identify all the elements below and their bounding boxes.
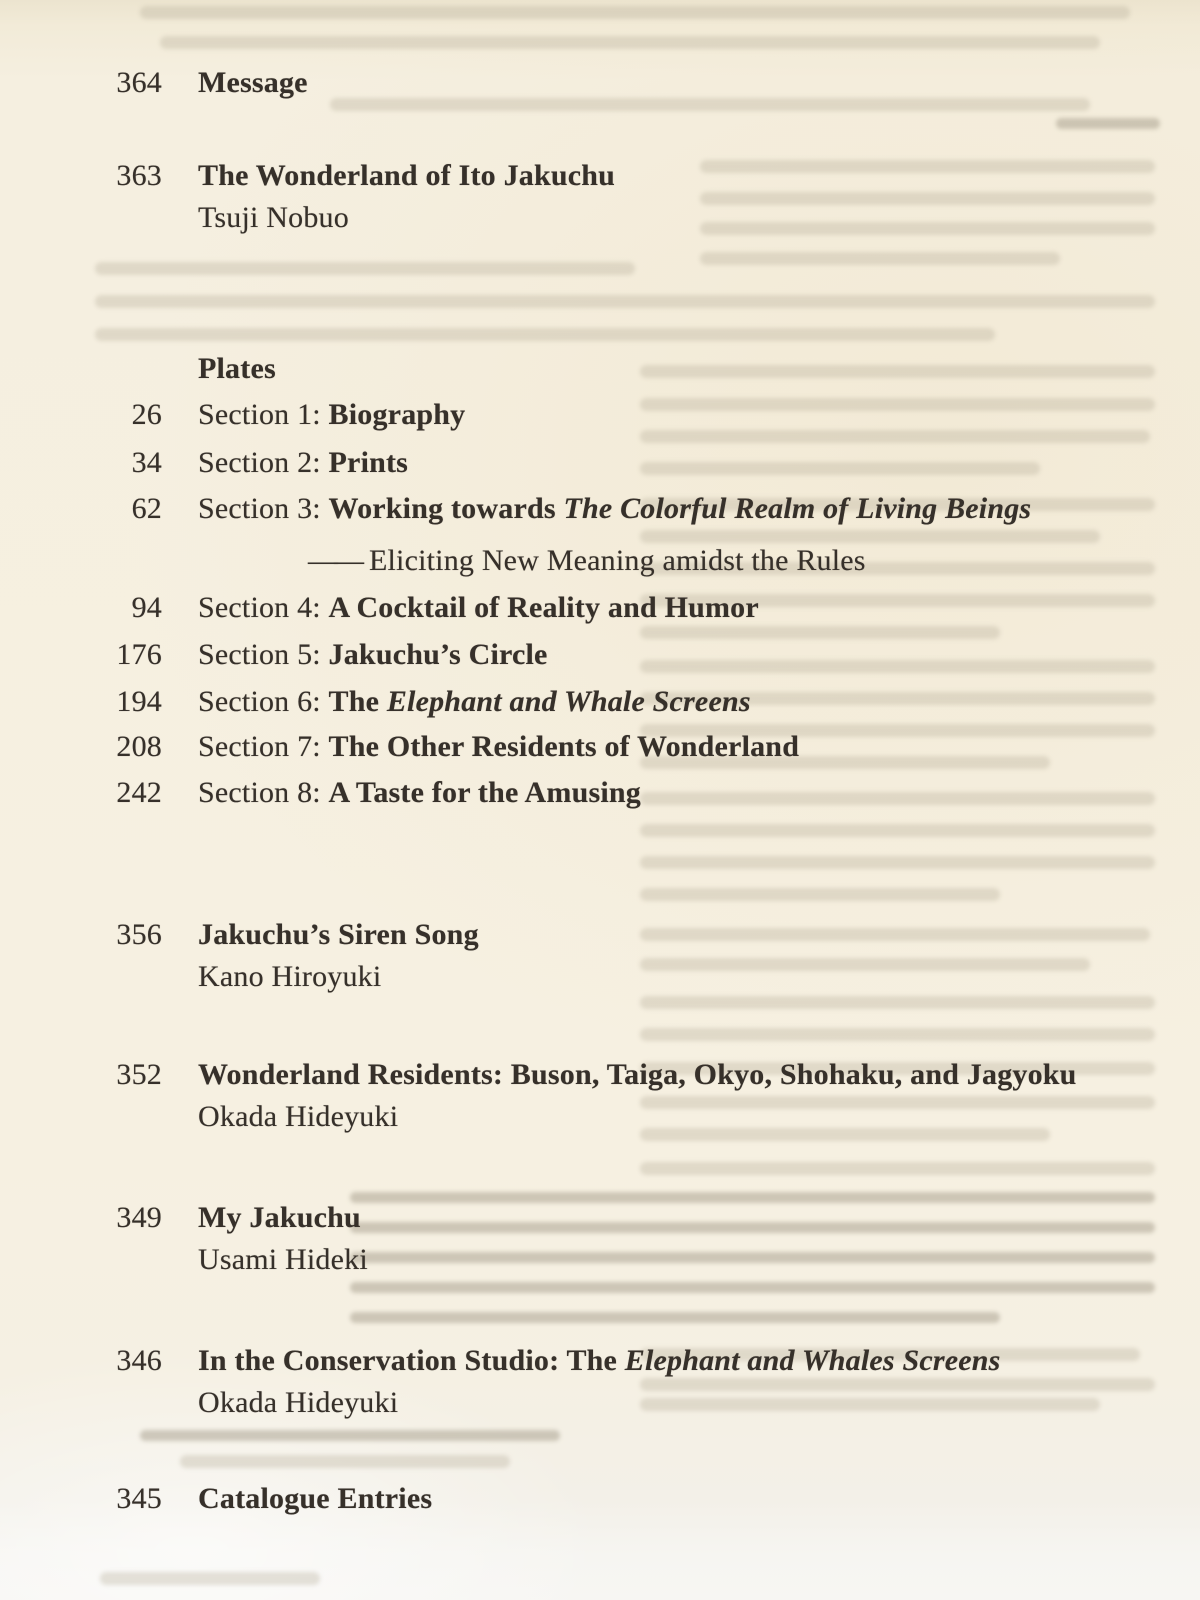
toc-title-segment: Section 6: — [198, 685, 329, 718]
toc-entry — [0, 442, 1200, 484]
toc-entry — [0, 488, 1200, 530]
toc-title-segment: In the Conservation Studio: The — [198, 1344, 625, 1377]
toc-title — [198, 1340, 1200, 1382]
toc-title-segment: The — [328, 685, 387, 718]
toc-title — [198, 394, 1200, 436]
toc-title-segment: A Taste for the Amusing — [328, 776, 641, 809]
toc-page-number: 242 — [116, 776, 162, 809]
toc-title-segment: —— — [308, 544, 360, 577]
toc-title — [198, 1197, 1200, 1239]
toc-entry — [0, 394, 1200, 436]
toc-title — [198, 1054, 1200, 1096]
toc-title-segment: My Jakuchu — [198, 1201, 361, 1234]
toc-title-segment: Section 2: — [198, 446, 329, 479]
toc-title — [198, 634, 1200, 676]
toc-title — [198, 155, 1200, 197]
toc-title-segment: A Cocktail of Reality and Humor — [328, 591, 759, 624]
toc-title-segment: Catalogue Entries — [198, 1482, 433, 1515]
toc-page-number: 208 — [116, 730, 162, 763]
toc-page-number: 346 — [116, 1344, 162, 1377]
toc-title — [198, 914, 1200, 956]
toc-entry — [0, 1054, 1200, 1138]
toc-entry — [0, 726, 1200, 768]
toc-title — [198, 348, 1200, 390]
toc-title-segment: The Wonderland of Ito Jakuchu — [198, 159, 616, 192]
toc-title-segment: Prints — [328, 446, 409, 479]
toc-page-number: 26 — [131, 398, 162, 431]
toc-title-segment: Section 1: — [198, 398, 329, 431]
toc-entry — [0, 1340, 1200, 1424]
toc-entry-continuation — [0, 540, 1200, 582]
toc-page-number: 364 — [116, 66, 162, 99]
toc-title-segment: Section 8: — [198, 776, 329, 809]
toc-title-segment: Message — [198, 66, 308, 99]
toc-entry — [0, 1197, 1200, 1281]
toc-title — [198, 587, 1200, 629]
toc-title — [198, 1478, 1200, 1520]
toc-title — [198, 442, 1200, 484]
toc-author: Kano Hiroyuki — [198, 960, 382, 993]
toc-entry — [0, 587, 1200, 629]
toc-page-number: 194 — [116, 685, 162, 718]
toc-author: Okada Hideyuki — [198, 1386, 399, 1419]
toc-entry — [0, 634, 1200, 676]
toc-author: Okada Hideyuki — [198, 1100, 399, 1133]
toc-page-number: 34 — [131, 446, 162, 479]
toc-title-segment: Working towards — [328, 492, 564, 525]
toc-heading — [0, 348, 1200, 390]
toc-entry — [0, 1478, 1200, 1520]
toc-page-number: 352 — [116, 1058, 162, 1091]
toc-title-segment: Eliciting New Meaning amidst the Rules — [369, 544, 866, 577]
toc-title — [198, 772, 1200, 814]
toc-page-number: 176 — [116, 638, 162, 671]
toc-title-segment: Jakuchu’s Siren Song — [198, 918, 479, 951]
toc-entry — [0, 62, 1200, 104]
toc-title — [308, 540, 1200, 582]
toc-title — [198, 726, 1200, 768]
toc-title-segment: The Other Residents of Wonderland — [328, 730, 800, 763]
toc-title-segment: Elephant and Whale Screens — [386, 685, 751, 718]
toc-entry — [0, 914, 1200, 998]
toc-page-number: 363 — [116, 159, 162, 192]
toc-title — [198, 681, 1200, 723]
toc-page-number: 62 — [131, 492, 162, 525]
toc-title-segment: Section 7: — [198, 730, 329, 763]
toc-page-number: 356 — [116, 918, 162, 951]
toc-title-segment: Section 4: — [198, 591, 329, 624]
toc-title-segment: Elephant and Whales Screens — [624, 1344, 1001, 1377]
toc-title-segment: Plates — [198, 352, 276, 385]
toc-title-segment: Jakuchu’s Circle — [328, 638, 548, 671]
toc-title-segment: Section 5: — [198, 638, 329, 671]
toc-author: Tsuji Nobuo — [198, 201, 349, 234]
toc-title-segment: The Colorful Realm of Living Beings — [563, 492, 1032, 525]
toc-title-segment: Wonderland Residents: Buson, Taiga, Okyo, Shohaku, and Jagyoku — [198, 1058, 1077, 1091]
toc-page-number: 94 — [131, 591, 162, 624]
toc-title — [198, 488, 1200, 530]
toc-entry — [0, 772, 1200, 814]
toc-page-number: 349 — [116, 1201, 162, 1234]
toc-title — [198, 62, 1200, 104]
toc-author: Usami Hideki — [198, 1243, 368, 1276]
toc-page-number: 345 — [116, 1482, 162, 1515]
toc-entry — [0, 155, 1200, 239]
toc-title-segment: Biography — [328, 398, 466, 431]
toc-title-segment: Section 3: — [198, 492, 329, 525]
toc-entry — [0, 681, 1200, 723]
